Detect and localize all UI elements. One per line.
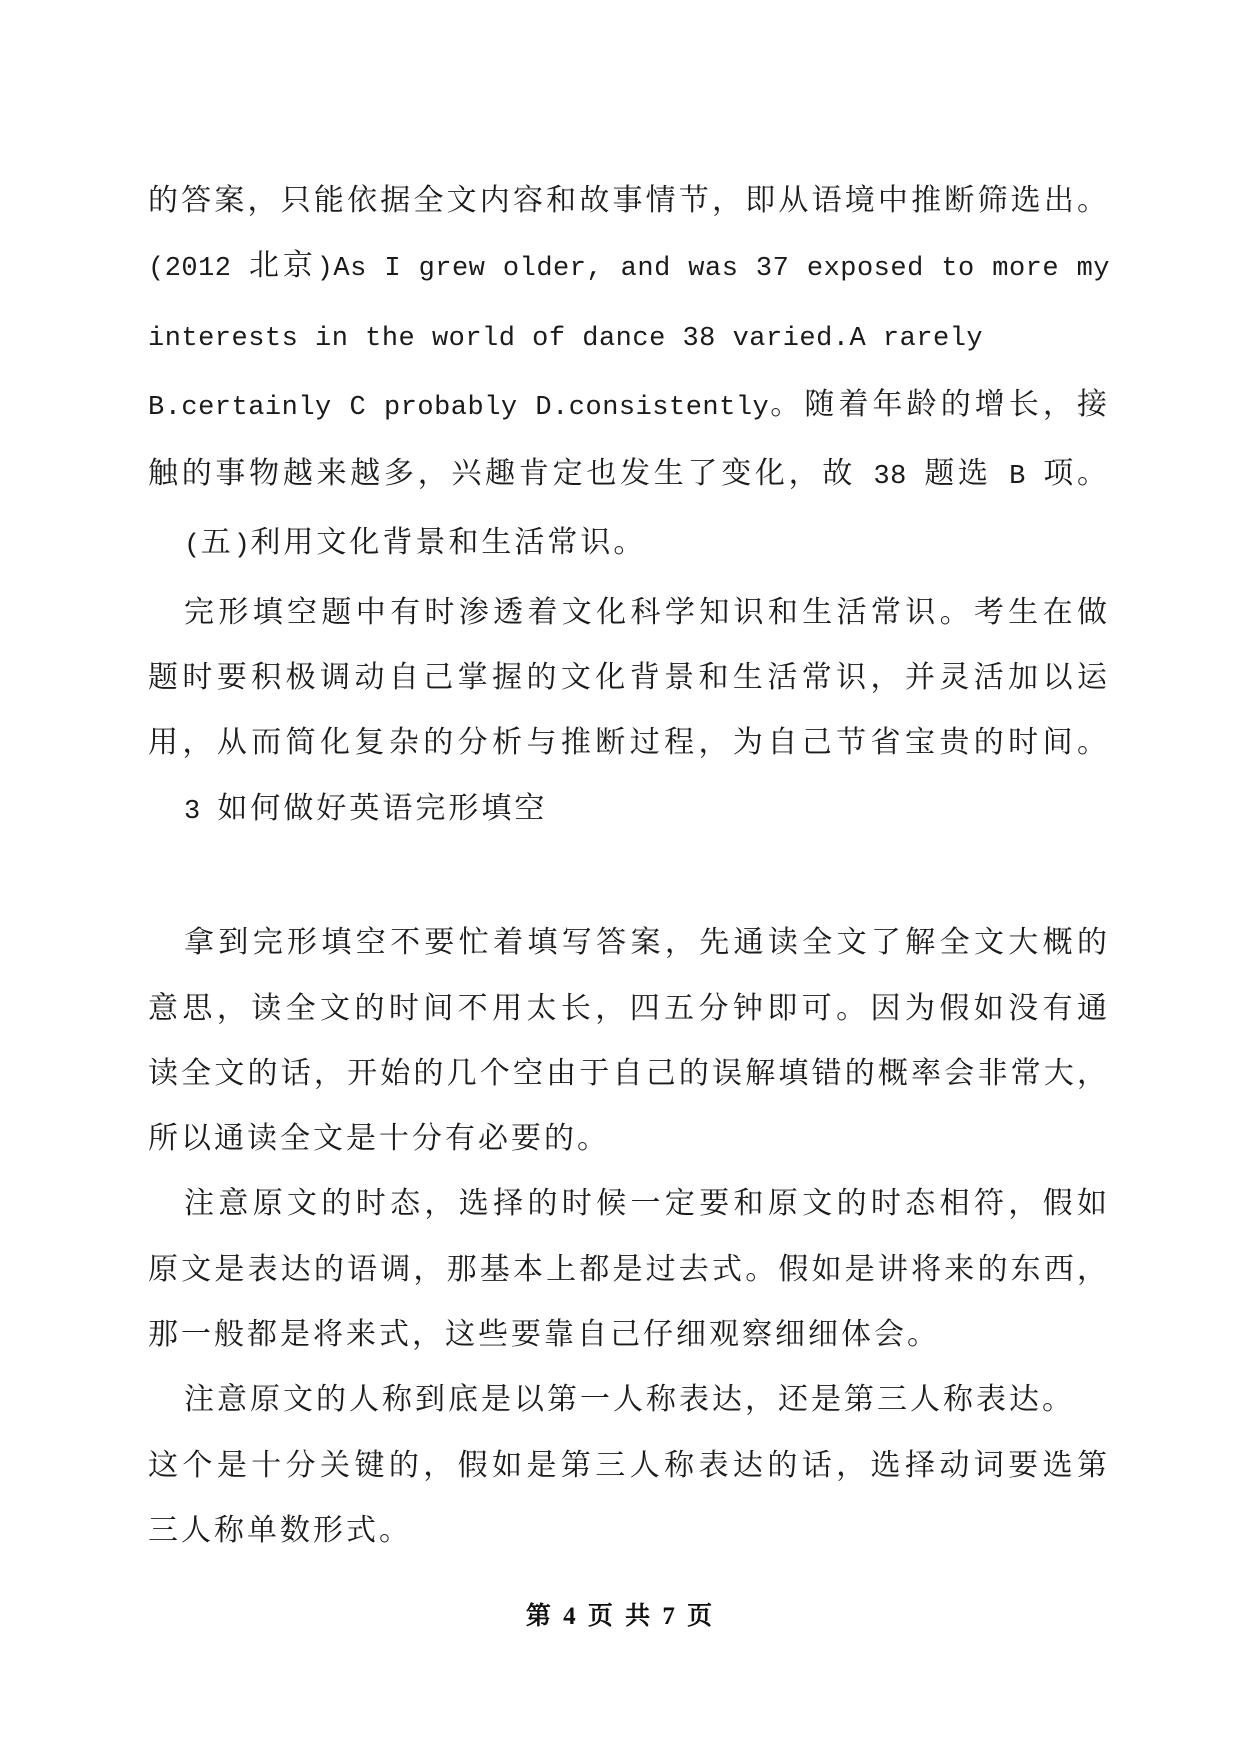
text-line: 意思，读全文的时间不用太长，四五分钟即可。因为假如没有通	[148, 991, 1110, 1025]
text-line	[148, 303, 1110, 372]
latin-text-run: B	[991, 462, 1044, 493]
text-line: (五)利用文化背景和生活常识。	[184, 526, 647, 562]
text-line	[148, 845, 1110, 910]
text-line: (2012 北京)As I grew older, and was 37 exposed to more my	[148, 249, 1110, 285]
text-line: 所以通读全文是十分有必要的。	[148, 1122, 610, 1156]
latin-text-run: 38	[856, 462, 925, 493]
text-line: 完形填空题中有时渗透着文化科学知识和生活常识。考生在做	[184, 595, 1110, 629]
page-footer	[0, 1596, 1241, 1632]
text-line: 触的事物越来越多，兴趣肯定也发生了变化，故 38 题选 B 项。	[148, 457, 1111, 493]
text-line: B.certainly C probably D.consistently。随着年龄的增长，接	[148, 387, 1111, 423]
latin-text-run: interests in the world of dance 38 varied.A rarely	[148, 323, 984, 354]
text-line: 注意原文的人称到底是以第一人称表达，还是第三人称表达。	[184, 1383, 1075, 1417]
latin-text-run: (2012	[148, 254, 250, 285]
text-line: 题时要积极调动自己掌握的文化背景和生活常识，并灵活加以运	[148, 661, 1110, 695]
latin-text-run: B.certainly C probably D.consistently	[148, 392, 770, 423]
latin-text-run: 3	[184, 796, 218, 827]
text-line: 注意原文的时态，选择的时候一定要和原文的时态相符，假如	[184, 1187, 1110, 1221]
text-line: 读全文的话，开始的几个空由于自己的误解填错的概率会非常大，	[148, 1056, 1110, 1090]
text-line: 用，从而简化复杂的分析与推断过程，为自己节省宝贵的时间。	[148, 726, 1110, 760]
page-number-label: 第 4 页 共 7 页	[525, 1603, 716, 1630]
latin-text-run: )	[233, 531, 251, 562]
text-line: 那一般都是将来式，这些要靠自己仔细观察细细体会。	[148, 1318, 940, 1352]
text-line: 原文是表达的语调，那基本上都是过去式。假如是讲将来的东西，	[148, 1252, 1110, 1286]
latin-text-run: )As I grew older, and was 37 exposed to more my	[316, 254, 1110, 285]
latin-text-run: (	[184, 531, 201, 562]
text-line: 三人称单数形式。	[148, 1513, 412, 1547]
document-body	[148, 168, 1110, 1563]
text-line: 这个是十分关键的，假如是第三人称表达的话，选择动词要选第	[148, 1448, 1110, 1482]
text-line: 3 如何做好英语完形填空	[184, 791, 548, 827]
text-line: 拿到完形填空不要忙着填写答案，先通读全文了解全文大概的	[184, 926, 1110, 960]
text-line: 的答案，只能依据全文内容和故事情节，即从语境中推断筛选出。	[148, 184, 1110, 217]
